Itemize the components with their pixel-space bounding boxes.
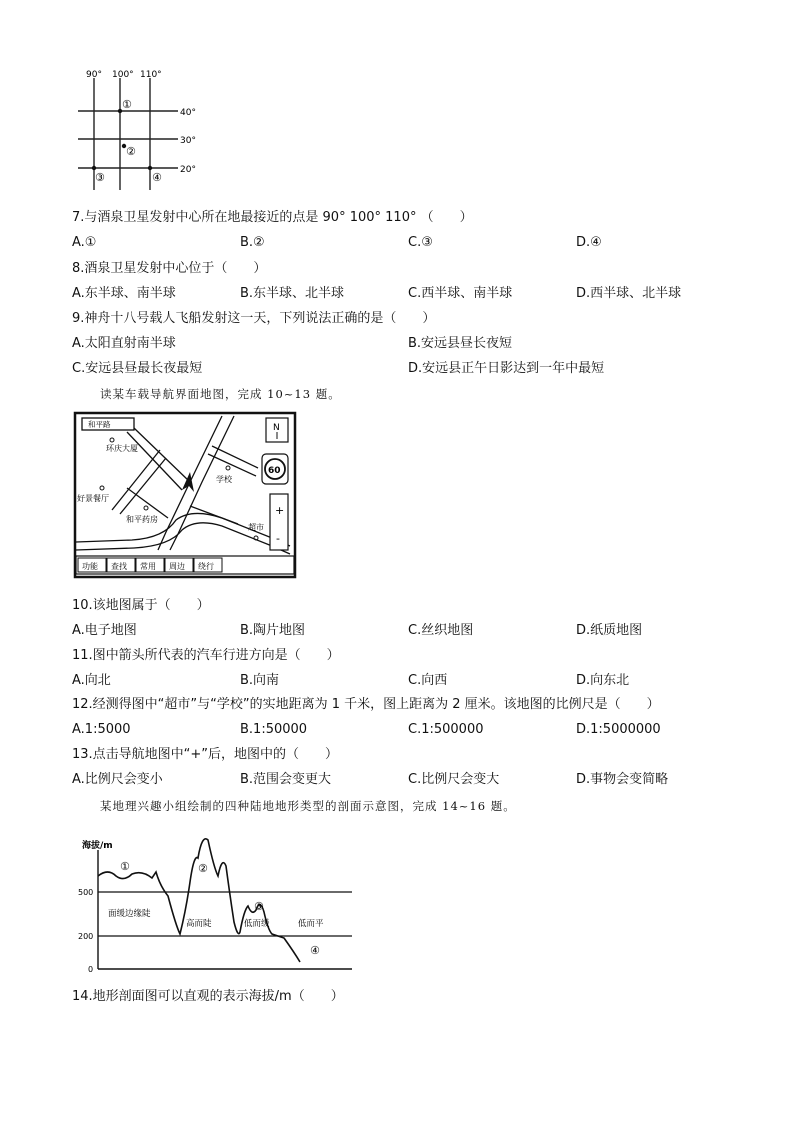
place-heping-pharmacy: 和平药房 — [126, 515, 158, 524]
q8-option-a[interactable]: A.东半球、南半球 — [72, 286, 176, 301]
lon-label-90: 90° — [86, 70, 102, 80]
profile-ytick-0: 0 — [88, 965, 94, 974]
question-8-stem: 8.酒泉卫星发射中心位于（ ） — [72, 261, 267, 276]
q10-option-b[interactable]: B.陶片地图 — [240, 623, 306, 638]
profile-marker-4: ④ — [310, 944, 320, 957]
nav-button-detour[interactable]: 绕行 — [198, 562, 214, 571]
place-huanqing-building: 环庆大厦 — [106, 444, 138, 453]
q10-option-c[interactable]: C.丝织地图 — [408, 623, 474, 638]
q12-option-a[interactable]: A.1:5000 — [72, 722, 131, 737]
terrain-profile-line — [98, 839, 300, 962]
lon-label-110: 110° — [140, 70, 162, 80]
q11-option-b[interactable]: B.向南 — [240, 673, 280, 688]
question-10-stem: 10.该地图属于（ ） — [72, 598, 210, 613]
q13-option-b[interactable]: B.范围会变更大 — [240, 772, 332, 787]
place-school: 学校 — [216, 475, 232, 484]
q8-option-c[interactable]: C.西半球、南半球 — [408, 286, 513, 301]
question-14-stem: 14.地形剖面图可以直观的表示海拔/m（ ） — [72, 989, 344, 1004]
q9-option-a[interactable]: A.太阳直射南半球 — [72, 336, 176, 351]
lat-label-40: 40° — [180, 108, 196, 118]
profile-marker-2: ② — [198, 862, 208, 875]
terrain-profile-figure — [72, 826, 356, 976]
question-7-stem: 7.与酒泉卫星发射中心所在地最接近的点是 90° 100° 110° （ ） — [72, 210, 473, 225]
north-label: N — [273, 423, 280, 433]
lat-label-20: 20° — [180, 165, 196, 175]
profile-y-axis-label: 海拔/m — [82, 841, 113, 851]
q13-option-a[interactable]: A.比例尺会变小 — [72, 772, 163, 787]
q11-option-a[interactable]: A.向北 — [72, 673, 111, 688]
q8-option-b[interactable]: B.东半球、北半球 — [240, 286, 345, 301]
point-label-4: ④ — [152, 171, 162, 184]
zoom-out-button[interactable]: - — [276, 532, 280, 545]
profile-marker-1: ① — [120, 860, 130, 873]
point-label-3: ③ — [95, 171, 105, 184]
question-11-stem: 11.图中箭头所代表的汽车行进方向是（ ） — [72, 648, 340, 663]
q11-option-d[interactable]: D.向东北 — [576, 673, 630, 688]
profile-ytick-200: 200 — [78, 932, 94, 941]
navigation-map-figure — [72, 410, 298, 580]
nav-button-common[interactable]: 常用 — [140, 562, 156, 571]
point-label-1: ① — [122, 98, 132, 111]
q13-option-d[interactable]: D.事物会变简略 — [576, 772, 669, 787]
lat-lon-grid-figure — [72, 66, 212, 194]
question-13-stem: 13.点击导航地图中“+”后，地图中的（ ） — [72, 747, 339, 762]
profile-label-hill: 低而缓 — [244, 919, 270, 929]
q9-option-d[interactable]: D.安远县正午日影达到一年中最短 — [408, 361, 605, 376]
point-label-2: ② — [126, 145, 136, 158]
profile-ytick-500: 500 — [78, 888, 94, 897]
nav-button-nearby[interactable]: 周边 — [169, 562, 185, 571]
q12-option-b[interactable]: B.1:50000 — [240, 722, 308, 737]
intro-14-16: 某地理兴趣小组绘制的四种陆地地形类型的剖面示意图，完成 14~16 题。 — [100, 799, 516, 813]
road-label-heping: 和平路 — [88, 420, 111, 429]
q8-option-d[interactable]: D.西半球、北半球 — [576, 286, 682, 301]
profile-marker-3: ③ — [254, 900, 264, 913]
question-12-stem: 12.经测得图中“超市”与“学校”的实地距离为 1 千米，图上距离为 2 厘米。该地图的比例尺是（ ） — [72, 697, 660, 712]
intro-10-13: 读某车载导航界面地图，完成 10~13 题。 — [100, 387, 341, 401]
lon-label-100: 100° — [112, 70, 134, 80]
nav-button-search[interactable]: 查找 — [111, 562, 127, 571]
zoom-in-button[interactable]: + — [275, 504, 285, 517]
profile-label-plain: 低而平 — [298, 919, 324, 929]
place-supermarket: 超市 — [248, 523, 264, 532]
q12-option-c[interactable]: C.1:500000 — [408, 722, 484, 737]
q12-option-d[interactable]: D.1:5000000 — [576, 722, 661, 737]
q7-option-c[interactable]: C.③ — [408, 235, 433, 250]
nav-button-function[interactable]: 功能 — [82, 562, 98, 571]
q7-option-a[interactable]: A.① — [72, 235, 97, 250]
place-haojing-restaurant: 好景餐厅 — [77, 494, 109, 503]
q7-option-b[interactable]: B.② — [240, 235, 265, 250]
q9-option-c[interactable]: C.安远县昼最长夜最短 — [72, 361, 203, 376]
q13-option-c[interactable]: C.比例尺会变大 — [408, 772, 500, 787]
question-9-stem: 9.神舟十八号载人飞船发射这一天，下列说法正确的是（ ） — [72, 311, 436, 326]
q7-option-d[interactable]: D.④ — [576, 235, 602, 250]
q11-option-c[interactable]: C.向西 — [408, 673, 448, 688]
q10-option-d[interactable]: D.纸质地图 — [576, 623, 643, 638]
q10-option-a[interactable]: A.电子地图 — [72, 623, 137, 638]
lat-label-30: 30° — [180, 136, 196, 146]
point-dot-4 — [148, 166, 152, 170]
speed-limit: 60 — [268, 466, 281, 476]
point-dot-3 — [92, 166, 96, 170]
profile-label-mountain: 高而陡 — [186, 919, 212, 929]
q9-option-b[interactable]: B.安远县昼长夜短 — [408, 336, 513, 351]
profile-label-plateau: 面缓边缘陡 — [108, 909, 151, 919]
